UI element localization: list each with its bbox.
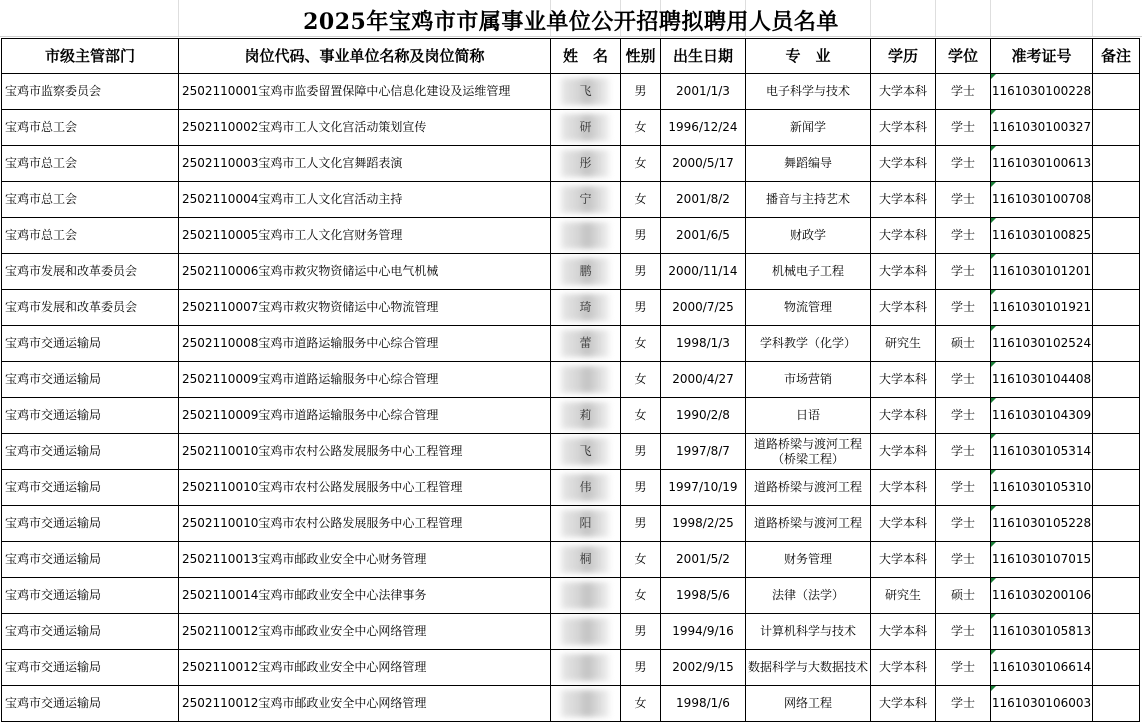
cell-exam: [991, 74, 1093, 110]
name-text: 研: [579, 120, 592, 134]
cell-exam: [991, 326, 1093, 362]
cell-degree: 学士: [936, 254, 991, 290]
cell-birth: 2001/6/5: [661, 218, 746, 254]
cell-marker-icon: [991, 218, 996, 223]
cell-position: 2502110010宝鸡市农村公路发展服务中心工程管理: [179, 506, 551, 542]
cell-edu: 大学本科: [871, 470, 936, 506]
cell-dept: 宝鸡市发展和改革委员会: [2, 254, 179, 290]
cell-degree: 学士: [936, 146, 991, 182]
table-body: [2, 74, 1140, 722]
cell-exam: [991, 146, 1093, 182]
cell-major: 财政学: [746, 218, 871, 254]
cell-position: 2502110009宝鸡市道路运输服务中心综合管理: [179, 398, 551, 434]
cell-degree: 硕士: [936, 326, 991, 362]
cell-exam: [991, 542, 1093, 578]
cell-name: [551, 290, 621, 326]
cell-position: 2502110013宝鸡市邮政业安全中心财务管理: [179, 542, 551, 578]
table-row: [2, 326, 1140, 362]
cell-edu: 大学本科: [871, 110, 936, 146]
table-row: [2, 686, 1140, 722]
cell-exam: [991, 470, 1093, 506]
name-text: 桐: [579, 552, 592, 566]
cell-edu: 大学本科: [871, 542, 936, 578]
cell-position: 2502110010宝鸡市农村公路发展服务中心工程管理: [179, 470, 551, 506]
cell-birth: 1996/12/24: [661, 110, 746, 146]
cell-major: 财务管理: [746, 542, 871, 578]
cell-degree: 硕士: [936, 578, 991, 614]
cell-major: 市场营销: [746, 362, 871, 398]
cell-major: 学科教学（化学）: [746, 326, 871, 362]
cell-marker-icon: [991, 182, 996, 187]
cell-position: 2502110005宝鸡市工人文化宫财务管理: [179, 218, 551, 254]
cell-dept: 宝鸡市交通运输局: [2, 650, 179, 686]
exam-number: 1161030102524: [991, 336, 1092, 350]
table-row: [2, 146, 1140, 182]
cell-exam: [991, 686, 1093, 722]
table-row: [2, 110, 1140, 146]
cell-exam: [991, 254, 1093, 290]
cell-position: 2502110014宝鸡市邮政业安全中心法律事务: [179, 578, 551, 614]
cell-gender: 女: [621, 146, 661, 182]
cell-marker-icon: [991, 686, 996, 691]
cell-edu: 大学本科: [871, 614, 936, 650]
cell-edu: 大学本科: [871, 218, 936, 254]
cell-gender: 男: [621, 254, 661, 290]
cell-dept: 宝鸡市交通运输局: [2, 326, 179, 362]
table-row: [2, 362, 1140, 398]
cell-position: 2502110001宝鸡市监委留置保障中心信息化建设及运维管理: [179, 74, 551, 110]
cell-degree: 学士: [936, 110, 991, 146]
cell-gender: 女: [621, 578, 661, 614]
cell-position: 2502110007宝鸡市救灾物资储运中心物流管理: [179, 290, 551, 326]
cell-position: 2502110003宝鸡市工人文化宫舞蹈表演: [179, 146, 551, 182]
cell-position: 2502110012宝鸡市邮政业安全中心网络管理: [179, 686, 551, 722]
cell-major: 物流管理: [746, 290, 871, 326]
exam-number: 1161030100228: [991, 84, 1092, 98]
cell-birth: 1997/8/7: [661, 434, 746, 470]
cell-exam: [991, 110, 1093, 146]
cell-dept: 宝鸡市交通运输局: [2, 614, 179, 650]
cell-remark: [1093, 182, 1140, 218]
cell-birth: 1997/10/19: [661, 470, 746, 506]
cell-gender: 女: [621, 362, 661, 398]
cell-gender: 男: [621, 614, 661, 650]
exam-number: 1161030100708: [991, 192, 1092, 206]
cell-name: [551, 362, 621, 398]
cell-dept: 宝鸡市交通运输局: [2, 542, 179, 578]
cell-name: [551, 434, 621, 470]
cell-remark: [1093, 290, 1140, 326]
cell-dept: 宝鸡市交通运输局: [2, 398, 179, 434]
cell-remark: [1093, 506, 1140, 542]
exam-number: 1161030100613: [991, 156, 1092, 170]
cell-birth: 1998/5/6: [661, 578, 746, 614]
cell-position: 2502110006宝鸡市救灾物资储运中心电气机械: [179, 254, 551, 290]
cell-degree: 学士: [936, 218, 991, 254]
header-row: [2, 39, 1140, 74]
name-text: 宁: [579, 192, 592, 206]
cell-dept: 宝鸡市交通运输局: [2, 506, 179, 542]
cell-dept: 宝鸡市总工会: [2, 110, 179, 146]
cell-exam: [991, 182, 1093, 218]
cell-edu: 大学本科: [871, 650, 936, 686]
redaction-blur: [561, 690, 609, 717]
exam-number: 1161030104408: [991, 372, 1092, 386]
header-edu: 学历: [871, 39, 936, 74]
cell-edu: 大学本科: [871, 434, 936, 470]
cell-remark: [1093, 686, 1140, 722]
table-row: [2, 182, 1140, 218]
cell-degree: 学士: [936, 290, 991, 326]
redaction-blur: [561, 618, 609, 645]
exam-number: 1161030105813: [991, 624, 1092, 638]
table-row: [2, 74, 1140, 110]
cell-dept: 宝鸡市发展和改革委员会: [2, 290, 179, 326]
cell-remark: [1093, 74, 1140, 110]
cell-gender: 女: [621, 326, 661, 362]
cell-edu: 研究生: [871, 326, 936, 362]
cell-name: [551, 614, 621, 650]
cell-major: 计算机科学与技术: [746, 614, 871, 650]
cell-gender: 男: [621, 470, 661, 506]
header-birth: 出生日期: [661, 39, 746, 74]
cell-dept: 宝鸡市监察委员会: [2, 74, 179, 110]
cell-edu: 大学本科: [871, 74, 936, 110]
table-row: [2, 290, 1140, 326]
name-text: 琦: [579, 300, 592, 314]
cell-major: 道路桥梁与渡河工程（桥梁工程）: [746, 434, 871, 470]
cell-major: 道路桥梁与渡河工程: [746, 470, 871, 506]
cell-dept: 宝鸡市交通运输局: [2, 578, 179, 614]
cell-name: [551, 110, 621, 146]
cell-birth: 2000/5/17: [661, 146, 746, 182]
header-name: 姓 名: [551, 39, 621, 74]
exam-number: 1161030105228: [991, 516, 1092, 530]
exam-number: 1161030107015: [991, 552, 1092, 566]
cell-marker-icon: [991, 650, 996, 655]
cell-birth: 1998/2/25: [661, 506, 746, 542]
table-row: [2, 578, 1140, 614]
cell-gender: 男: [621, 506, 661, 542]
cell-remark: [1093, 110, 1140, 146]
exam-number: 1161030106003: [991, 696, 1092, 710]
cell-degree: 学士: [936, 506, 991, 542]
cell-exam: [991, 578, 1093, 614]
cell-name: [551, 398, 621, 434]
cell-major: 电子科学与技术: [746, 74, 871, 110]
header-dept: 市级主管部门: [2, 39, 179, 74]
table-row: [2, 434, 1140, 470]
table-row: [2, 470, 1140, 506]
cell-gender: 男: [621, 290, 661, 326]
name-text: 阳: [579, 516, 592, 530]
cell-exam: [991, 290, 1093, 326]
cell-dept: 宝鸡市总工会: [2, 218, 179, 254]
table-row: [2, 542, 1140, 578]
cell-edu: 大学本科: [871, 686, 936, 722]
cell-name: [551, 578, 621, 614]
header-remark: 备注: [1093, 39, 1140, 74]
header-degree: 学位: [936, 39, 991, 74]
cell-marker-icon: [991, 362, 996, 367]
cell-birth: 2001/8/2: [661, 182, 746, 218]
cell-remark: [1093, 362, 1140, 398]
personnel-table: [1, 38, 1140, 722]
cell-marker-icon: [991, 74, 996, 79]
cell-remark: [1093, 326, 1140, 362]
cell-marker-icon: [991, 614, 996, 619]
cell-name: [551, 74, 621, 110]
cell-marker-icon: [991, 542, 996, 547]
table-row: [2, 398, 1140, 434]
cell-major: 数据科学与大数据技术: [746, 650, 871, 686]
cell-marker-icon: [991, 398, 996, 403]
cell-edu: 大学本科: [871, 254, 936, 290]
cell-marker-icon: [991, 146, 996, 151]
cell-edu: 大学本科: [871, 362, 936, 398]
cell-position: 2502110004宝鸡市工人文化宫活动主持: [179, 182, 551, 218]
cell-edu: 大学本科: [871, 290, 936, 326]
cell-birth: 2000/11/14: [661, 254, 746, 290]
cell-remark: [1093, 398, 1140, 434]
cell-name: [551, 542, 621, 578]
cell-gender: 女: [621, 398, 661, 434]
cell-position: 2502110010宝鸡市农村公路发展服务中心工程管理: [179, 434, 551, 470]
cell-major: 播音与主持艺术: [746, 182, 871, 218]
cell-dept: 宝鸡市总工会: [2, 182, 179, 218]
cell-degree: 学士: [936, 470, 991, 506]
exam-number: 1161030104309: [991, 408, 1092, 422]
header-gender: 性别: [621, 39, 661, 74]
cell-exam: [991, 218, 1093, 254]
cell-name: [551, 686, 621, 722]
cell-edu: 大学本科: [871, 506, 936, 542]
cell-exam: [991, 650, 1093, 686]
cell-birth: 1990/2/8: [661, 398, 746, 434]
cell-degree: 学士: [936, 614, 991, 650]
cell-major: 舞蹈编导: [746, 146, 871, 182]
cell-degree: 学士: [936, 542, 991, 578]
cell-exam: [991, 434, 1093, 470]
cell-dept: 宝鸡市交通运输局: [2, 434, 179, 470]
cell-position: 2502110009宝鸡市道路运输服务中心综合管理: [179, 362, 551, 398]
cell-edu: 大学本科: [871, 182, 936, 218]
cell-remark: [1093, 218, 1140, 254]
cell-marker-icon: [991, 578, 996, 583]
exam-number: 1161030100825: [991, 228, 1092, 242]
cell-gender: 女: [621, 110, 661, 146]
cell-gender: 女: [621, 542, 661, 578]
cell-remark: [1093, 650, 1140, 686]
cell-birth: 1998/1/3: [661, 326, 746, 362]
exam-number: 1161030106614: [991, 660, 1092, 674]
cell-degree: 学士: [936, 650, 991, 686]
cell-position: 2502110008宝鸡市道路运输服务中心综合管理: [179, 326, 551, 362]
cell-edu: 研究生: [871, 578, 936, 614]
cell-remark: [1093, 542, 1140, 578]
cell-edu: 大学本科: [871, 398, 936, 434]
cell-position: 2502110012宝鸡市邮政业安全中心网络管理: [179, 650, 551, 686]
cell-birth: 2000/4/27: [661, 362, 746, 398]
cell-position: 2502110012宝鸡市邮政业安全中心网络管理: [179, 614, 551, 650]
cell-exam: [991, 398, 1093, 434]
cell-remark: [1093, 578, 1140, 614]
cell-remark: [1093, 614, 1140, 650]
cell-marker-icon: [991, 434, 996, 439]
cell-exam: [991, 614, 1093, 650]
name-text: 蕾: [579, 336, 592, 350]
cell-major: 网络工程: [746, 686, 871, 722]
cell-name: [551, 650, 621, 686]
header-major: 专 业: [746, 39, 871, 74]
cell-name: [551, 182, 621, 218]
cell-name: [551, 146, 621, 182]
cell-birth: 1994/9/16: [661, 614, 746, 650]
cell-marker-icon: [991, 290, 996, 295]
table-row: [2, 254, 1140, 290]
cell-gender: 男: [621, 218, 661, 254]
cell-gender: 男: [621, 434, 661, 470]
cell-remark: [1093, 146, 1140, 182]
cell-exam: [991, 362, 1093, 398]
cell-degree: 学士: [936, 434, 991, 470]
cell-edu: 大学本科: [871, 146, 936, 182]
table-row: [2, 614, 1140, 650]
cell-name: [551, 470, 621, 506]
cell-dept: 宝鸡市交通运输局: [2, 470, 179, 506]
cell-marker-icon: [991, 326, 996, 331]
page-title: 2025年宝鸡市市属事业单位公开招聘拟聘用人员名单: [303, 9, 839, 35]
redaction-blur: [561, 366, 609, 393]
cell-major: 机械电子工程: [746, 254, 871, 290]
cell-name: [551, 326, 621, 362]
table-row: [2, 218, 1140, 254]
exam-number: 1161030100327: [991, 120, 1092, 134]
cell-remark: [1093, 254, 1140, 290]
cell-major: 新闻学: [746, 110, 871, 146]
cell-remark: [1093, 470, 1140, 506]
cell-name: [551, 218, 621, 254]
cell-position: 2502110002宝鸡市工人文化宫活动策划宣传: [179, 110, 551, 146]
cell-degree: 学士: [936, 182, 991, 218]
cell-gender: 男: [621, 650, 661, 686]
name-text: 莉: [579, 408, 592, 422]
table-row: [2, 506, 1140, 542]
cell-remark: [1093, 434, 1140, 470]
cell-name: [551, 254, 621, 290]
cell-birth: 2002/9/15: [661, 650, 746, 686]
cell-dept: 宝鸡市总工会: [2, 146, 179, 182]
cell-dept: 宝鸡市交通运输局: [2, 362, 179, 398]
cell-birth: 2001/5/2: [661, 542, 746, 578]
cell-degree: 学士: [936, 686, 991, 722]
cell-major: 日语: [746, 398, 871, 434]
cell-marker-icon: [991, 254, 996, 259]
header-position: 岗位代码、事业单位名称及岗位简称: [179, 39, 551, 74]
cell-marker-icon: [991, 506, 996, 511]
table-row: [2, 650, 1140, 686]
cell-degree: 学士: [936, 362, 991, 398]
cell-major: 法律（法学）: [746, 578, 871, 614]
redaction-blur: [561, 654, 609, 681]
cell-marker-icon: [991, 110, 996, 115]
name-text: 伟: [579, 480, 592, 494]
redaction-blur: [561, 222, 609, 249]
cell-degree: 学士: [936, 74, 991, 110]
cell-birth: 2001/1/3: [661, 74, 746, 110]
cell-gender: 女: [621, 182, 661, 218]
name-text: 飞: [579, 84, 592, 98]
name-text: 彤: [579, 156, 592, 170]
exam-number: 1161030101921: [991, 300, 1092, 314]
exam-number: 1161030101201: [991, 264, 1092, 278]
cell-major: 道路桥梁与渡河工程: [746, 506, 871, 542]
cell-birth: 2000/7/25: [661, 290, 746, 326]
name-text: 飞: [579, 444, 592, 458]
exam-number: 1161030105310: [991, 480, 1092, 494]
exam-number: 1161030105314: [991, 444, 1092, 458]
cell-degree: 学士: [936, 398, 991, 434]
cell-dept: 宝鸡市交通运输局: [2, 686, 179, 722]
name-text: 鹏: [579, 264, 592, 278]
exam-number: 1161030200106: [991, 588, 1092, 602]
cell-marker-icon: [991, 470, 996, 475]
cell-birth: 1998/1/6: [661, 686, 746, 722]
cell-gender: 男: [621, 74, 661, 110]
header-exam: 准考证号: [991, 39, 1093, 74]
cell-exam: [991, 506, 1093, 542]
cell-gender: 女: [621, 686, 661, 722]
cell-name: [551, 506, 621, 542]
redaction-blur: [561, 582, 609, 609]
